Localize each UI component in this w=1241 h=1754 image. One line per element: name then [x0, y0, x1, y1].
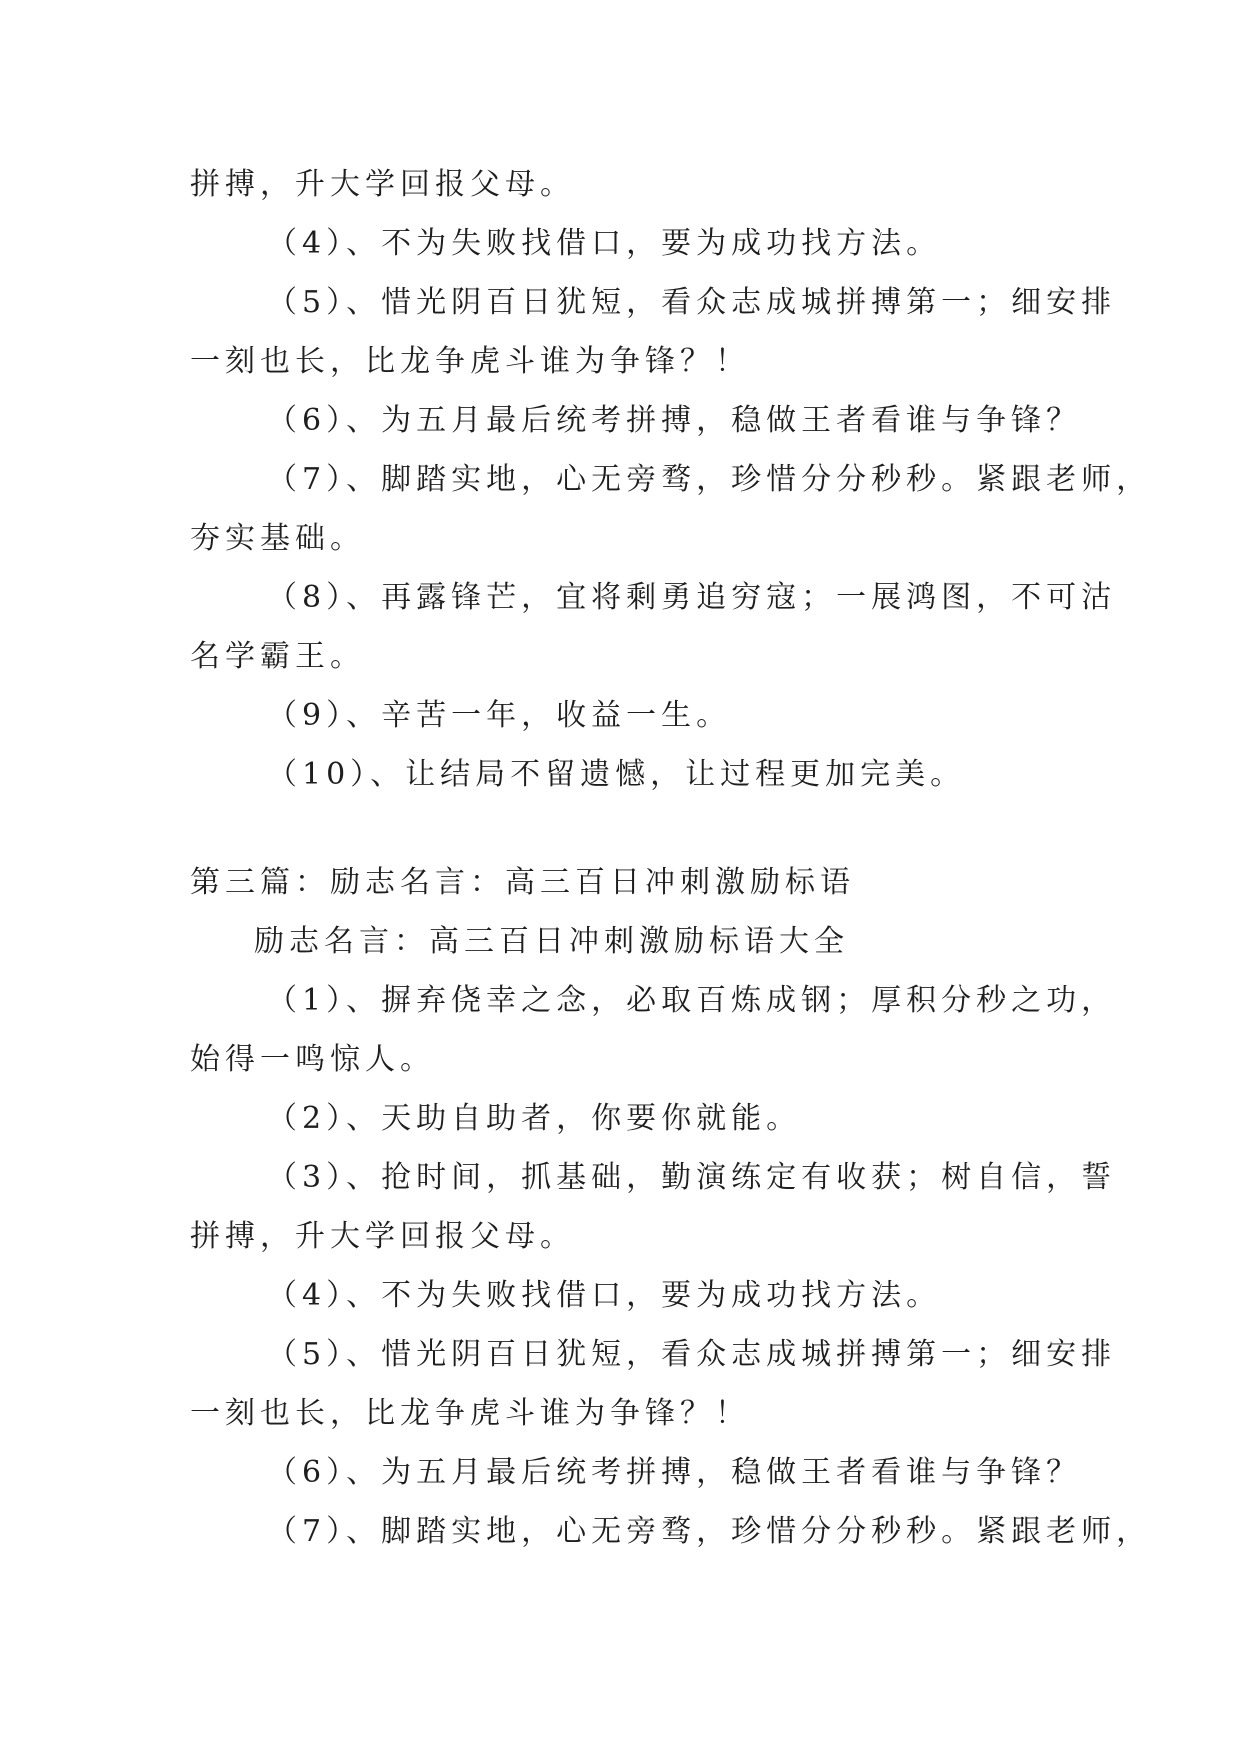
list-item-6: （6）、为五月最后统考拼搏，稳做王者看谁与争锋？ [267, 403, 1082, 438]
text-line: 夯实基础。 [190, 521, 365, 556]
text-line: 名学霸王。 [190, 639, 365, 674]
list-item-5: （5）、惜光阴百日犹短，看众志成城拼搏第一；细安排 [267, 285, 1117, 320]
list-item-7: （7）、脚踏实地，心无旁骛，珍惜分分秒秒。紧跟老师， [267, 462, 1152, 497]
list-item-3: （3）、抢时间，抓基础，勤演练定有收获；树自信，誓 [267, 1160, 1117, 1195]
list-item-5: （5）、惜光阴百日犹短，看众志成城拼搏第一；细安排 [267, 1337, 1117, 1372]
text-line: 一刻也长，比龙争虎斗谁为争锋？！ [190, 344, 750, 379]
list-item-7: （7）、脚踏实地，心无旁骛，珍惜分分秒秒。紧跟老师， [267, 1514, 1152, 1549]
list-item-10: （10）、让结局不留遗憾，让过程更加完美。 [267, 757, 966, 792]
list-item-6: （6）、为五月最后统考拼搏，稳做王者看谁与争锋？ [267, 1455, 1082, 1490]
list-item-1: （1）、摒弃侥幸之念，必取百炼成钢；厚积分秒之功， [267, 983, 1117, 1018]
text-line: 拼搏，升大学回报父母。 [190, 1219, 575, 1254]
list-item-8: （8）、再露锋芒，宜将剩勇追穷寇；一展鸿图，不可沽 [267, 580, 1117, 615]
text-line: 拼搏，升大学回报父母。 [190, 167, 575, 202]
list-item-9: （9）、辛苦一年，收益一生。 [267, 698, 732, 733]
list-item-4: （4）、不为失败找借口，要为成功找方法。 [267, 226, 942, 261]
list-item-2: （2）、天助自助者，你要你就能。 [267, 1101, 802, 1136]
section-heading: 第三篇：励志名言：高三百日冲刺激励标语 [190, 865, 855, 900]
text-line: 始得一鸣惊人。 [190, 1042, 435, 1077]
list-item-4: （4）、不为失败找借口，要为成功找方法。 [267, 1278, 942, 1313]
section-subtitle: 励志名言：高三百日冲刺激励标语大全 [254, 924, 849, 959]
text-line: 一刻也长，比龙争虎斗谁为争锋？！ [190, 1396, 750, 1431]
